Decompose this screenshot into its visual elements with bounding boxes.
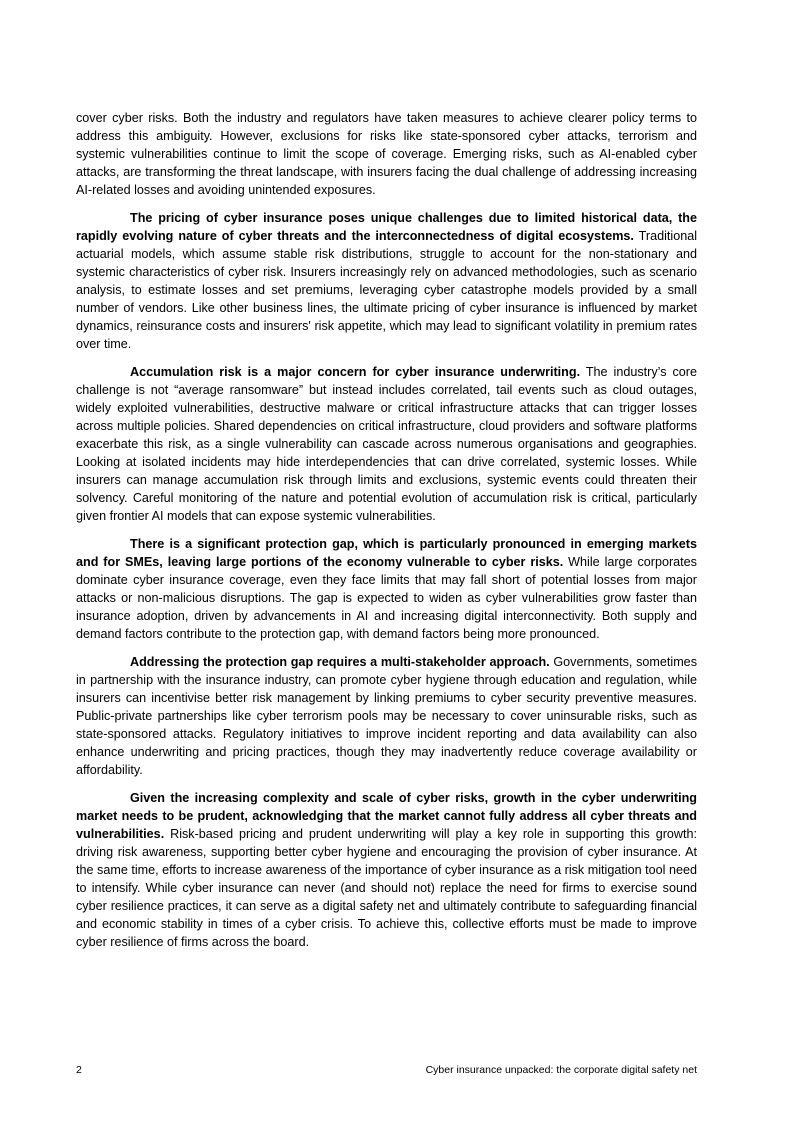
- paragraph-pricing: [76, 209, 697, 353]
- paragraph-lead: Addressing the protection gap requires a multi-stakeholder approach.: [130, 655, 550, 669]
- running-title: Cyber insurance unpacked: the corporate digital safety net: [425, 1064, 697, 1076]
- paragraph-lead: The pricing of cyber insurance poses unique challenges due to limited historical data, the rapidly evolving nature of cyber threats and the interconnectedness of digital ecosystems.: [76, 211, 697, 243]
- paragraph-text: Traditional actuarial models, which assume stable risk distributions, struggle to account for the non-stationary and systemic characteristics of cyber risk. Insurers increasingly rely on advanced methodologies, such as scenario analysis, to estimate losses and set premiums, leveraging cyber catastrophe models provided by a small number of vendors. Like other business lines, the ultimate pricing of cyber insurance is influenced by market dynamics, reinsurance costs and insurers' risk appetite, which may lead to significant volatility in premium rates over time.: [76, 229, 698, 351]
- paragraph-text: While large corporates dominate cyber insurance coverage, even they face limits that may fall short of potential losses from major attacks or non-malicious disruptions. The gap is expected to widen as cyber vulnerabilities grow faster than insurance adoption, driven by advancements in AI and increasing digital interconnectivity. Both supply and demand factors contribute to the protection gap, with demand factors being more pronounced.: [76, 555, 697, 641]
- paragraph-growth-prudence: [76, 789, 697, 951]
- paragraph-protection-gap: [76, 535, 697, 643]
- paragraph-text: The industry’s core challenge is not “average ransomware” but instead includes correlated, tail events such as cloud outages, widely exploited vulnerabilities, destructive malware or critical infrastructure attacks that can trigger losses across multiple policies. Shared dependencies on critical infrastructure, cloud providers and software platforms exacerbate this risk, as a single vulnerability can cascade across numerous organisations and geographies. Looking at isolated incidents may hide interdependencies that can drive correlated, systemic losses. While insurers can manage accumulation risk through limits and exclusions, systemic events could threaten their solvency. Careful monitoring of the nature and potential evolution of accumulation risk is critical, particularly given frontier AI models that can expose systemic vulnerabilities.: [76, 365, 697, 523]
- paragraph-multi-stakeholder: [76, 653, 697, 779]
- paragraph-continuation: [76, 109, 697, 199]
- paragraph-lead: Given the increasing complexity and scale of cyber risks, growth in the cyber underwriting market needs to be prudent, acknowledging that the market cannot fully address all cyber threats and vulnerabilities.: [76, 791, 697, 841]
- paragraph-text: Risk-based pricing and prudent underwriting will play a key role in supporting this growth: driving risk awareness, supporting better cyber hygiene and encouraging the provision of cyber insurance. At the same time, efforts to increase awareness of the importance of cyber insurance as a risk mitigation tool need to intensify. While cyber insurance can never (and should not) replace the need for firms to exercise sound cyber resilience practices, it can serve as a digital safety net and ultimately contribute to safeguarding financial and economic stability in times of a cyber crisis. To achieve this, collective efforts must be made to improve cyber resilience of firms across the board.: [76, 827, 697, 949]
- paragraph-text: Governments, sometimes in partnership with the insurance industry, can promote cyber hygiene through education and regulation, while insurers can incentivise better risk management by linking premiums to cyber security preventive measures. Public-private partnerships like cyber terrorism pools may be necessary to cover uninsurable risks, such as state-sponsored attacks. Regulatory initiatives to improve incident reporting and data availability can also enhance underwriting and pricing practices, though they may inadvertently reduce coverage availability or affordability.: [76, 655, 697, 777]
- paragraph-text: cover cyber risks. Both the industry and regulators have taken measures to achieve clearer policy terms to address this ambiguity. However, exclusions for risks like state-sponsored cyber attacks, terrorism and systemic vulnerabilities continue to limit the scope of coverage. Emerging risks, such as AI-enabled cyber attacks, are transforming the threat landscape, with insurers facing the dual challenge of addressing increasing AI-related losses and avoiding unintended exposures.: [76, 111, 697, 197]
- page-number: 2: [76, 1064, 82, 1076]
- paragraph-lead: Accumulation risk is a major concern for cyber insurance underwriting.: [130, 365, 581, 379]
- paragraph-lead: There is a significant protection gap, which is particularly pronounced in emerging markets and for SMEs, leaving large portions of the economy vulnerable to cyber risks.: [76, 537, 697, 569]
- paragraph-accumulation-risk: [76, 363, 697, 525]
- document-body: [76, 109, 697, 961]
